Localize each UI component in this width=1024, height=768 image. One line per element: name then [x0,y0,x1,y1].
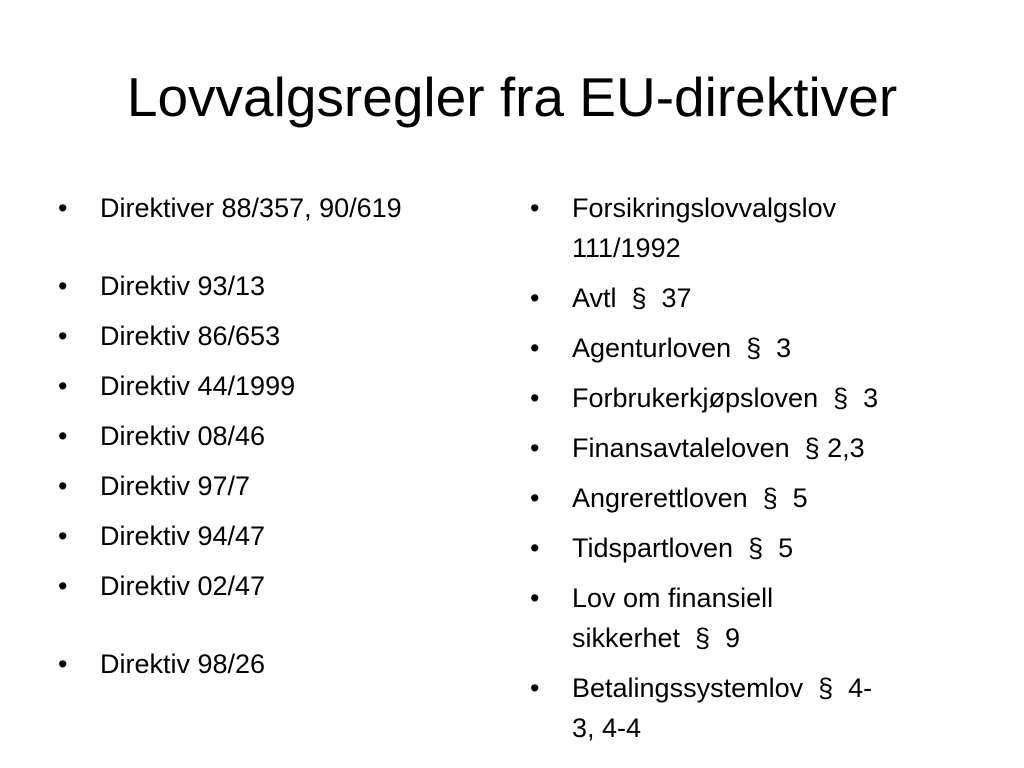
bullet-icon: • [58,521,68,551]
list-item [58,466,498,506]
list-item [58,566,498,606]
bullet-icon: • [58,649,68,679]
list-item-text: Direktiv 93/13 [100,271,266,301]
list-item-text: Direktiv 44/1999 [100,371,296,401]
list-item-text: Direktiv 98/26 [100,649,266,679]
bullet-icon: • [530,193,540,223]
left-bullet-list [58,188,498,694]
list-item [530,188,970,268]
bullet-icon: • [58,321,68,351]
bullet-icon: • [58,193,68,223]
list-item [58,516,498,556]
slide-title: Lovvalgsregler fra EU-direktiver [126,66,898,128]
list-item [58,188,498,228]
list-item-text: Tidspartloven § 5 [572,533,794,563]
bullet-icon: • [58,571,68,601]
right-bullet-list [530,188,970,758]
list-item [530,378,970,418]
list-item-text: Direktiv 94/47 [100,521,266,551]
list-item-text: Finansavtaleloven § 2,3 [572,433,865,463]
list-item-text: Avtl § 37 [572,283,692,313]
list-item [58,266,498,306]
bullet-icon: • [58,271,68,301]
bullet-icon: • [530,673,540,703]
list-item-text: Direktiv 08/46 [100,421,266,451]
list-item [58,366,498,406]
bullet-icon: • [58,471,68,501]
list-item-text: Betalingssystemlov § 4- 3, 4-4 [572,673,873,743]
list-item [530,278,970,318]
bullet-icon: • [58,371,68,401]
bullet-icon: • [530,283,540,313]
list-item-text: Forbrukerkjøpsloven § 3 [572,383,879,413]
bullet-icon: • [530,483,540,513]
list-item [530,668,970,748]
list-item-text: Direktiver 88/357, 90/619 [100,193,402,223]
list-item [530,328,970,368]
list-item-text: Direktiv 86/653 [100,321,281,351]
list-item-text: Angrerettloven § 5 [572,483,808,513]
list-item-text: Direktiv 02/47 [100,571,266,601]
bullet-icon: • [530,583,540,613]
bullet-icon: • [58,421,68,451]
list-item [58,644,498,684]
list-item [530,428,970,468]
list-item [530,478,970,518]
list-item [530,578,970,658]
bullet-icon: • [530,333,540,363]
bullet-icon: • [530,533,540,563]
list-item [58,416,498,456]
list-item-text: Lov om finansiell sikkerhet § 9 [572,583,774,653]
list-item-text: Agenturloven § 3 [572,333,792,363]
list-item [530,528,970,568]
list-item [58,316,498,356]
bullet-icon: • [530,433,540,463]
list-item-text: Direktiv 97/7 [100,471,251,501]
bullet-icon: • [530,383,540,413]
list-item-text: Forsikringslovvalgslov 111/1992 [572,193,837,263]
